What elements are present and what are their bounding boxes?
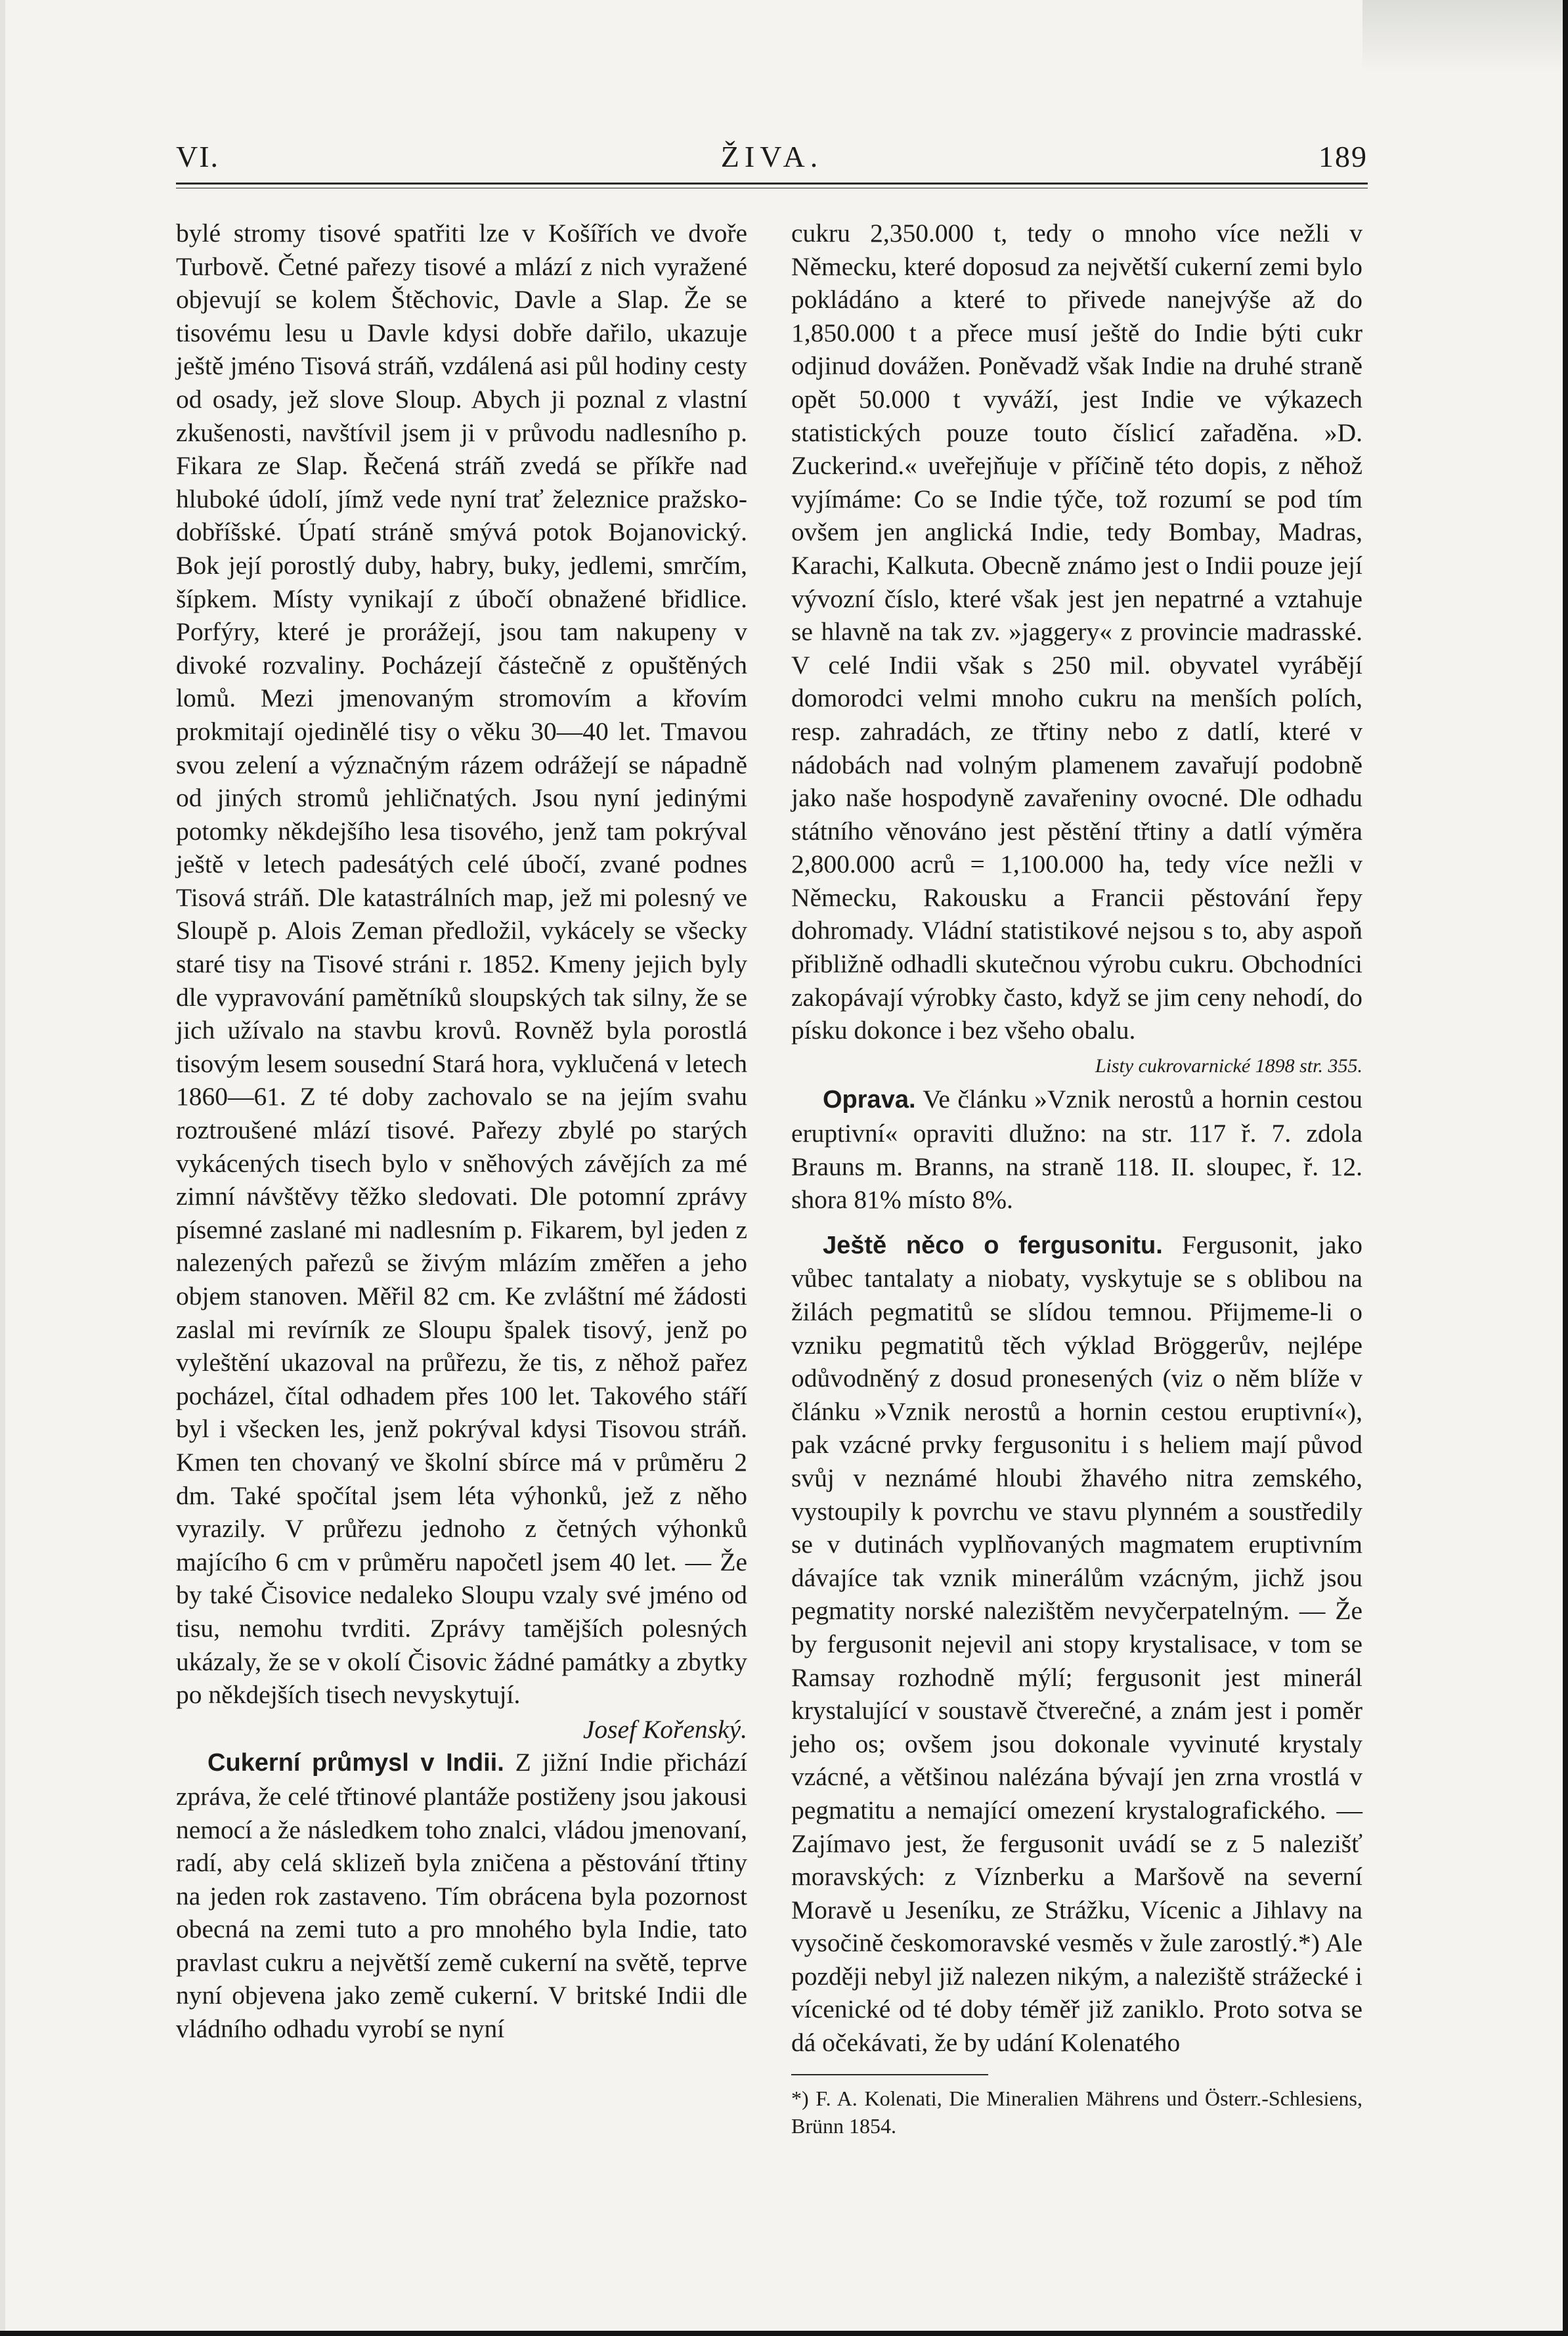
yew-article-text: bylé stromy tisové spatřiti lze v Košířích ve dvoře Turbově. Četné pařezy tisové a mlází z nich vyražené objevují se kolem Štěchovic, Davle a Slap. Že se tisovému lesu u Davle kdysi dobře dařilo, ukazuje ještě jméno Tisová stráň, vzdálená asi půl hodiny cesty od osady, jež slove Sloup. Abych ji poznal z vlastní zkušenosti, navštívil jsem ji v průvodu nadlesního p. Fikara ze Slap. Řečená stráň zvedá se příkře nad hluboké údolí, jímž vede nyní trať železnice pražsko-dobříšské. Úpatí stráně smývá potok Bojanovický. Bok její porostlý duby, habry, buky, jedlemi, smrčím, šípkem. Místy vynikají z úbočí obnažené břidlice. Porfýry, které je prorážejí, jsou tam nakupeny v divoké rozvaliny. Pocházejí částečně z opuštěných lomů. Mezi jmenovaným stromovím a křovím prokmitají ojedinělé tisy o věku 30—40 let. Tmavou svou zelení a význačným rázem odrážejí se nápadně od jiných stromů jehličnatých. Jsou nyní jedinými potomky někdejšího lesa tisového, jenž tam pokrýval ještě v letech padesátých celé úbočí, zvané podnes Tisová stráň. Dle katastrálních map, jež mi polesný ve Sloupě p. Alois Zeman předložil, vykácely se všecky staré tisy na Tisové stráni r. 1852. Kmeny jejich byly dle vypravování pamětníků sloupských tak silny, že se jich užívalo na stavbu krovů. Rovněž byla porostlá tisovým lesem sousední Stará hora, vyklučená v letech 1860—61. Z té doby zachovalo se na jejím svahu roztroušené mlází tisové. Pařezy zbylé po starých vykácených tisech bylo v sněhových závějích za mé zimní návštěvy těžko sledovati. Dle potomní zprávy písemné zaslané mi nadlesním p. Fikarem, byl jeden z nalezených pařezů se živým mlázím změřen a jeho objem stanoven. Měřil 82 cm. Ke zvláštní mé žádosti zaslal mi revírník ze Sloupu špalek tisový, jenž po vyleštění ukazoval na průřezu, že tis, z něhož pařez pocházel, čítal odhadem přes 100 let. Takového stáří byl i všecken les, jenž pokrýval kdysi Tisovou stráň. Kmen ten chovaný ve školní sbírce má v průměru 2 dm. Také spočítal jsem léta výhonků, jež z něho vyrazily. V průřezu jednoho z četných výhonků majícího 6 cm v průměru napočetl jsem 40 let. — Že by také Čisovice nedaleko Sloupu vzaly své jméno od tisu, nemohu tvrditi. Zprávy tamějších polesných ukázaly, že se v okolí Čisovic žádné památky a zbytky po někdejších tisech nevyskytují. (176, 219, 747, 1710)
sugar-article-title: Cukerní průmysl v Indii. (207, 1749, 504, 1777)
fergusonite-article (791, 1228, 1362, 2060)
correction-title: Oprava. (823, 1086, 916, 1114)
page-edge (0, 0, 5, 2331)
running-header (176, 139, 1368, 179)
sugar-article-continued: cukru 2,350.000 t, tedy o mnoho více nežli v Německu, které doposud za největší cukerní zemi bylo pokládáno a které to přivede nanejvýše až do 1,850.000 t a přece musí ještě do Indie býti cukr odjinud dovážen. Poněvadž však Indie na druhé straně opět 50.000 t vyváží, jest Indie ve výkazech statistických pouze touto číslicí zařaděna. »D. Zuckerind.« uveřejňuje v příčině této dopis, z něhož vyjímáme: Co se Indie týče, tož rozumí se pod tím ovšem jen anglická Indie, tedy Bombay, Madras, Karachi, Kalkuta. Obecně známo jest o Indii pouze její vývozní číslo, které však jest jen nepatrné a vztahuje se hlavně na tak zv. »jaggery« z provincie madrasské. V celé Indii však s 250 mil. obyvatel vyrábějí domorodci velmi mnoho cukru na menších polích, resp. zahradách, ze třtiny nebo z datlí, které v nádobách nad volným plamenem zavařují podobně jako naše hospodyně zavařeniny ovocné. Dle odhadu státního věnováno jest pěstění třtiny a datlí výměra 2,800.000 acrů = 1,100.000 ha, tedy více nežli v Německu, Rakousku a Francii pěstování řepy dohromady. Vládní statistikové nejsou s to, aby aspoň přibližně odhadli skutečnou výrobu cukru. Obchodníci zakopávají výrobky často, když se jim ceny nehodí, do písku dokonce i bez všeho obalu. (791, 219, 1362, 1045)
right-column (791, 217, 1362, 2140)
correction-note (791, 1083, 1362, 1216)
left-column (176, 217, 747, 2046)
source-citation: Listy cukrovarnické 1898 str. 355. (1095, 1054, 1362, 1077)
journal-title: ŽIVA. (720, 140, 823, 173)
volume-number: VI. (176, 140, 220, 173)
page-number: 189 (1318, 140, 1368, 173)
author-signature: Josef Kořenský. (582, 1714, 747, 1744)
footnote-rule (791, 2074, 988, 2075)
fergusonite-title: Ještě něco o fergusonitu. (823, 1231, 1163, 1259)
footnote: *) F. A. Kolenati, Die Mineralien Mährens und Österr.-Schlesiens, Brünn 1854. (791, 2086, 1362, 2138)
scan-artifact (1362, 0, 1563, 72)
sugar-article-text: Z jižní Indie přichází zpráva, že celé třtinové plantáže postiženy jsou jakousi nemocí a že následkem toho znalci, vládou jmenovaní, radí, aby celá sklizeň byla zničena a pěstování třtiny na jeden rok zastaveno. Tím obrácena byla pozornost obecná na zemi tuto a pro mnohého byla Indie, tato pravlast cukru a největší země cukerní na světě, teprve nyní objevena jako země cukerní. V britské Indii dle vládního odhadu vyrobí se nyní (176, 1748, 748, 2044)
sugar-article (176, 1746, 747, 2045)
header-rule (176, 183, 1368, 184)
fergusonite-text: Fergusonit, jako vůbec tantalaty a niobaty, vyskytuje se s oblibou na žilách pegmatitů se slídou temnou. Přijmeme-li o vzniku pegmatitů těch výklad Bröggerův, nejlépe odůvodněný z dosud pronesených (viz o něm blíže v článku »Vznik nerostů a hornin cestou eruptivní«), pak vzácné prvky fergusonitu i s heliem mají původ svůj v neznámé hloubi žhavého nitra zemského, vystoupily k povrchu ve stavu plynném a soustředily se v dutinách vyplňovaných magmatem eruptivním dávajíce tak vznik minerálům vzácným, jichž jsou pegmatity norské nalezištěm nevyčerpatelným. — Že by fergusonit nejevil ani stopy krystalisace, v tom se Ramsay rozhodně mýlí; fergusonit jest minerál krystalující v soustavě čtverečné, a znám jest i poměr jeho os; ovšem jsou dokonale vyvinuté krystaly vzácné, a většinou nalézána bývají jen zrna vrostlá v pegmatitu a nemající omezení krystalografického. — Zajímavo jest, že fergusonit uvádí se z 5 nalezišť moravských: z Víznberku a Maršově na severní Moravě u Jeseníku, ze Strážku, Vícenic a Jihlavy na vysočině českomoravské vesměs v žule zarostlý.*) Ale později nebyl již nalezen nikým, a naleziště strážecké i vícenické od té doby téměř již zaniklo. Proto sotva se dá očekávati, že by udání Kolenatého (791, 1230, 1362, 2058)
correction-text: Ve článku »Vznik nerostů a hornin cestou eruptivní« opraviti dlužno: na str. 117 ř. 7. zdola Brauns m. Branns, na straně 118. II. sloupec, ř. 12. shora 81% místo 8%. (791, 1085, 1362, 1215)
